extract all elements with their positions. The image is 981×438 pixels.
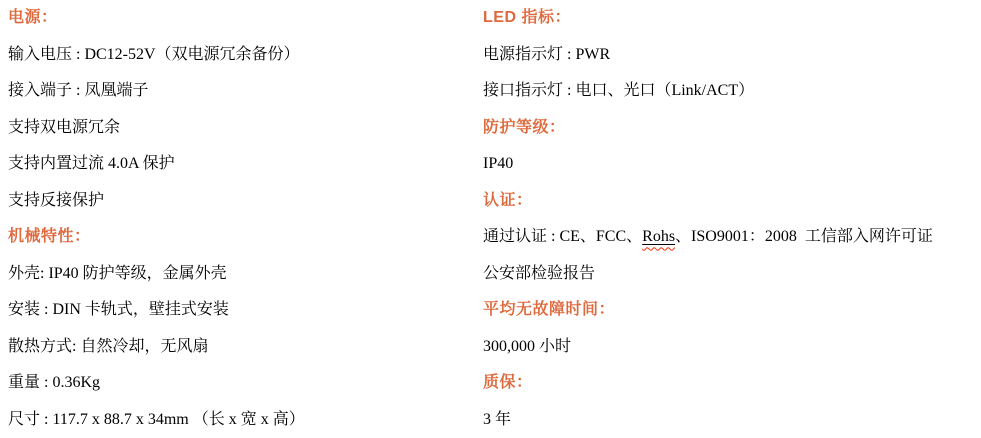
spec-line-mtbf-hours: 300,000 小时 [483, 337, 572, 355]
section-heading-warranty: 质保： [483, 374, 533, 392]
spec-line-power-led: 电源指示灯 : PWR [483, 45, 611, 63]
spec-line-dual-power: 支持双电源冗余 [8, 118, 121, 136]
spec-line-warranty-years: 3 年 [483, 410, 512, 428]
right-column [483, 0, 978, 438]
spec-line-enclosure: 外壳: IP40 防护等级，金属外壳 [8, 264, 227, 282]
spec-line-terminal: 接入端子 : 凤凰端子 [8, 82, 149, 100]
cert-text-post: 、ISO9001：2008 工信部入网许可证 [675, 228, 933, 246]
section-heading-ip-rating: 防护等级： [483, 118, 566, 136]
spec-line-certifications [483, 219, 978, 256]
spec-line-ip40: IP40 [483, 155, 514, 173]
section-heading-mtbf: 平均无故障时间： [483, 301, 616, 319]
spec-line-dimensions: 尺寸 : 117.7 x 88.7 x 34mm （长 x 宽 x 高） [8, 410, 305, 428]
section-heading-certs: 认证： [483, 191, 533, 209]
section-heading-mechanical: 机械特性： [8, 228, 91, 246]
left-column [8, 0, 468, 438]
spec-line-reverse-protect: 支持反接保护 [8, 191, 105, 209]
spec-line-police-report: 公安部检验报告 [483, 264, 596, 282]
misspelled-word-rohs: Rohs [642, 228, 676, 246]
spec-line-input-voltage: 输入电压 : DC12-52V（双电源冗余备份） [8, 45, 300, 63]
spec-line-weight: 重量 : 0.36Kg [8, 374, 101, 392]
cert-text-pre: 通过认证 : CE、FCC、 [483, 228, 643, 246]
spec-line-overcurrent: 支持内置过流 4.0A 保护 [8, 155, 175, 173]
spec-line-cooling: 散热方式: 自然冷却，无风扇 [8, 337, 209, 355]
section-heading-led: LED 指标： [483, 9, 571, 27]
section-heading-power: 电源： [8, 9, 58, 27]
spec-line-mounting: 安装 : DIN 卡轨式，壁挂式安装 [8, 301, 229, 319]
misspelled-word-underline [642, 229, 675, 245]
spec-line-port-led: 接口指示灯 : 电口、光口（Link/ACT） [483, 82, 755, 100]
